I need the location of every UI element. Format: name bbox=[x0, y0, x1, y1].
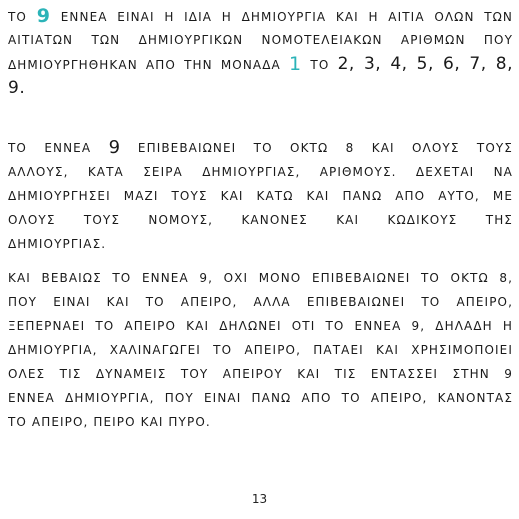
text-run: ΕΠΙΒΕΒΑΙΩΝΕΙ ΤΟ ΟΚΤΩ 8 ΚΑΙ ΟΛΟΥΣ ΤΟΥΣ bbox=[137, 141, 513, 155]
paragraph-2-line-5: ΔΗΜΙΟΥΡΓΙΑΣ. bbox=[8, 237, 107, 251]
paragraph-2-line-4: ΟΛΟΥΣ ΤΟΥΣ ΝΟΜΟΥΣ, ΚΑΝΟΝΕΣ ΚΑΙ ΚΩΔΙΚΟΥΣ ΤΗΣ bbox=[8, 213, 513, 227]
paragraph-3-line-7: ΤΟ ΑΠΕΙΡΟ, ΠΕΙΡΟ ΚΑΙ ΠΥΡΟ. bbox=[8, 415, 211, 429]
paragraph-3-line-4: ΔΗΜΙΟΥΡΓΙΑ, ΧΑΛΙΝΑΓΩΓΕΙ ΤΟ ΑΠΕΙΡΟ, ΠΑΤΑΕΙ ΚΑΙ ΧΡΗΣΙΜΟΠΟΙΕΙ bbox=[8, 343, 513, 357]
text-run: ΔΗΜΙΟΥΡΓΗΘΗΚΑΝ ΑΠΟ ΤΗΝ ΜΟΝΑΔΑ bbox=[8, 58, 281, 72]
text-run: ΤΟ bbox=[8, 10, 27, 24]
paragraph-3-line-3: ΞΕΠΕΡΝΑΕΙ ΤΟ ΑΠΕΙΡΟ ΚΑΙ ΔΗΛΩΝΕΙ ΟΤΙ ΤΟ ΕΝΝΕΑ 9, ΔΗΛΑΔΗ Η bbox=[8, 319, 513, 333]
paragraph-1-line-2: ΑΙΤΙΑΤΩΝ ΤΩΝ ΔΗΜΙΟΥΡΓΙΚΩΝ ΝΟΜΟΤΕΛΕΙΑΚΩΝ ΑΡΙΘΜΩΝ ΠΟΥ bbox=[8, 33, 513, 47]
highlighted-number-9: 9 bbox=[36, 5, 52, 27]
paragraph-1-line-3 bbox=[8, 52, 513, 76]
page-number: 13 bbox=[251, 492, 268, 506]
paragraph-1-line-4 bbox=[8, 76, 513, 101]
highlighted-number-1: 1 bbox=[289, 53, 303, 75]
paragraph-3 bbox=[8, 266, 513, 434]
text-run: ΤΟ ΕΝΝΕΑ bbox=[8, 141, 92, 155]
paragraph-2-line-2: ΑΛΛΟΥΣ, ΚΑΤΑ ΣΕΙΡΑ ΔΗΜΙΟΥΡΓΙΑΣ, ΑΡΙΘΜΟΥΣ. ΔΕΧΕΤΑΙ ΝΑ bbox=[8, 165, 513, 179]
paragraph-3-line-2: ΠΟΥ ΕΙΝΑΙ ΚΑΙ ΤΟ ΑΠΕΙΡΟ, ΑΛΛΑ ΕΠΙΒΕΒΑΙΩΝΕΙ ΤΟ ΑΠΕΙΡΟ, bbox=[8, 295, 513, 309]
paragraph-2-line-1 bbox=[8, 136, 513, 160]
number-list: 2, 3, 4, 5, 6, 7, 8, bbox=[337, 54, 513, 74]
paragraph-3-line-5: ΟΛΕΣ ΤΙΣ ΔΥΝΑΜΕΙΣ ΤΟΥ ΑΠΕΙΡΟΥ ΚΑΙ ΤΙΣ ΕΝΤΑΣΣΕΙ ΣΤΗΝ 9 bbox=[8, 367, 513, 381]
paragraph-3-line-6: ΕΝΝΕΑ ΔΗΜΙΟΥΡΓΙΑ, ΠΟΥ ΕΙΝΑΙ ΠΑΝΩ ΑΠΟ ΤΟ ΑΠΕΙΡΟ, ΚΑΝΟΝΤΑΣ bbox=[8, 391, 513, 405]
paragraph-1 bbox=[8, 4, 513, 101]
number-nine: 9. bbox=[8, 78, 26, 98]
text-run: ΤΟ bbox=[310, 58, 330, 72]
text-run: ΕΝΝΕΑ ΕΙΝΑΙ Η ΙΔΙΑ Η ΔΗΜΙΟΥΡΓΙΑ ΚΑΙ Η ΑΙΤΙΑ ΟΛΩΝ ΤΩΝ bbox=[60, 10, 513, 24]
paragraph-2-line-3: ΔΗΜΙΟΥΡΓΗΣΕΙ ΜΑΖΙ ΤΟΥΣ ΚΑΙ ΚΑΤΩ ΚΑΙ ΠΑΝΩ ΑΠΟ ΑΥΤΟ, ΜΕ bbox=[8, 189, 513, 203]
large-number-9: 9 bbox=[108, 137, 121, 158]
paragraph-1-line-1 bbox=[8, 4, 513, 28]
paragraph-3-line-1: ΚΑΙ ΒΕΒΑΙΩΣ ΤΟ ΕΝΝΕΑ 9, ΟΧΙ ΜΟΝΟ ΕΠΙΒΕΒΑΙΩΝΕΙ ΤΟ ΟΚΤΩ 8, bbox=[8, 271, 513, 285]
paragraph-2 bbox=[8, 136, 513, 256]
